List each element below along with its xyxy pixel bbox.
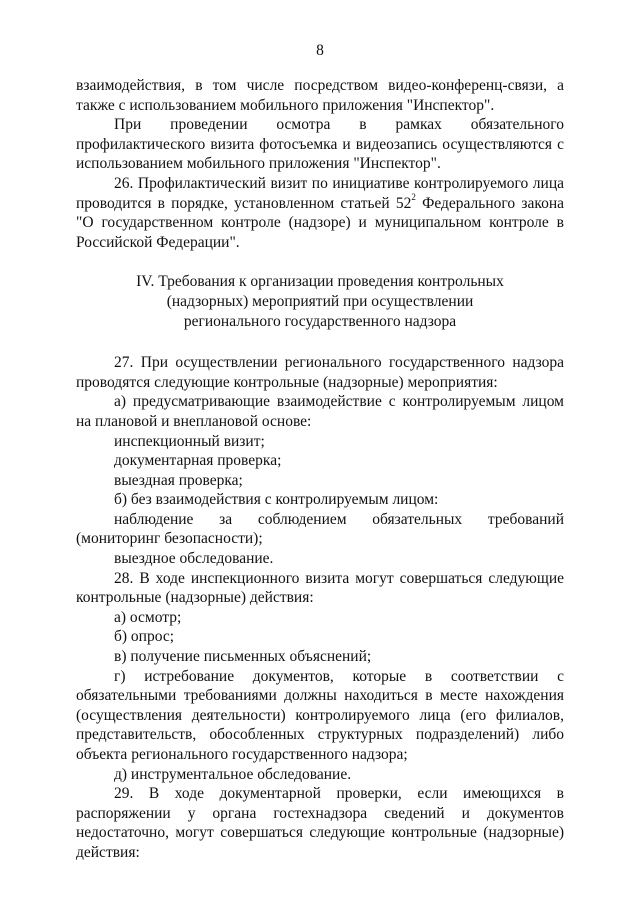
paragraph-29: 29. В ходе документарной проверки, если имеющихся в распоряжении у органа гостехнадзора сведений и документов недостаточно, могут совершаться следующие контрольные (надзорные) действия: bbox=[76, 785, 564, 861]
list-item: документарная проверка; bbox=[114, 452, 282, 470]
list-item: наблюдение за соблюдением обязательных требований (мониторинг безопасности); bbox=[76, 510, 564, 548]
section-heading-line: (надзорных) мероприятий при осуществлении bbox=[166, 292, 474, 310]
superscript-article: 2 bbox=[411, 192, 416, 203]
paragraph-26-end: Федерального закона "О государственном контроле (надзоре) и муниципальном контроле в Российской Федерации". bbox=[76, 194, 564, 251]
list-item-b: б) без взаимодействия с контролируемым лицом: bbox=[114, 491, 439, 509]
list-item: выездное обследование. bbox=[114, 550, 274, 568]
paragraph-26 bbox=[76, 174, 564, 252]
paragraph-26-start: 26. Профилактический визит по инициативе контролируемого лица проводится в порядке, установленном статьей 52 bbox=[76, 174, 564, 212]
section-heading-line: регионального государственного надзора bbox=[183, 312, 457, 330]
list-item: выездная проверка; bbox=[114, 471, 243, 489]
list-item: г) истребование документов, которые в соответствии с обязательными требованиями должны находиться в месте нахождения (осуществления деятельности) контролируемого лица (его филиалов, представительств, обособленных структурных подразделений) либо объекта регионального государственного надзора; bbox=[76, 667, 564, 763]
paragraph-photo-video: При проведении осмотра в рамках обязательного профилактического визита фотосъемка и видеозапись осуществляются с использованием мобильного приложения "Инспектор". bbox=[76, 116, 564, 173]
list-item: инспекционный визит; bbox=[114, 432, 265, 450]
document-body bbox=[76, 76, 564, 863]
paragraph-28: 28. В ходе инспекционного визита могут совершаться следующие контрольные (надзорные) действия: bbox=[76, 569, 564, 607]
list-item: б) опрос; bbox=[114, 628, 175, 646]
section-heading bbox=[76, 272, 564, 331]
list-item: д) инструментальное обследование. bbox=[114, 765, 352, 783]
list-item-a: а) предусматривающие взаимодействие с контролируемым лицом на плановой и внеплановой основе: bbox=[76, 393, 564, 430]
list-item: в) получение письменных объяснений; bbox=[114, 648, 372, 666]
section-heading-line: IV. Требования к организации проведения контрольных bbox=[136, 273, 504, 291]
paragraph-continuation: взаимодействия, в том числе посредством видео-конференц-связи, а также с использованием мобильного приложения "Инспектор". bbox=[76, 77, 564, 114]
page-number: 8 bbox=[316, 42, 324, 59]
paragraph-27: 27. При осуществлении регионального государственного надзора проводятся следующие контрольные (надзорные) мероприятия: bbox=[76, 354, 564, 391]
list-item: а) осмотр; bbox=[114, 608, 182, 626]
